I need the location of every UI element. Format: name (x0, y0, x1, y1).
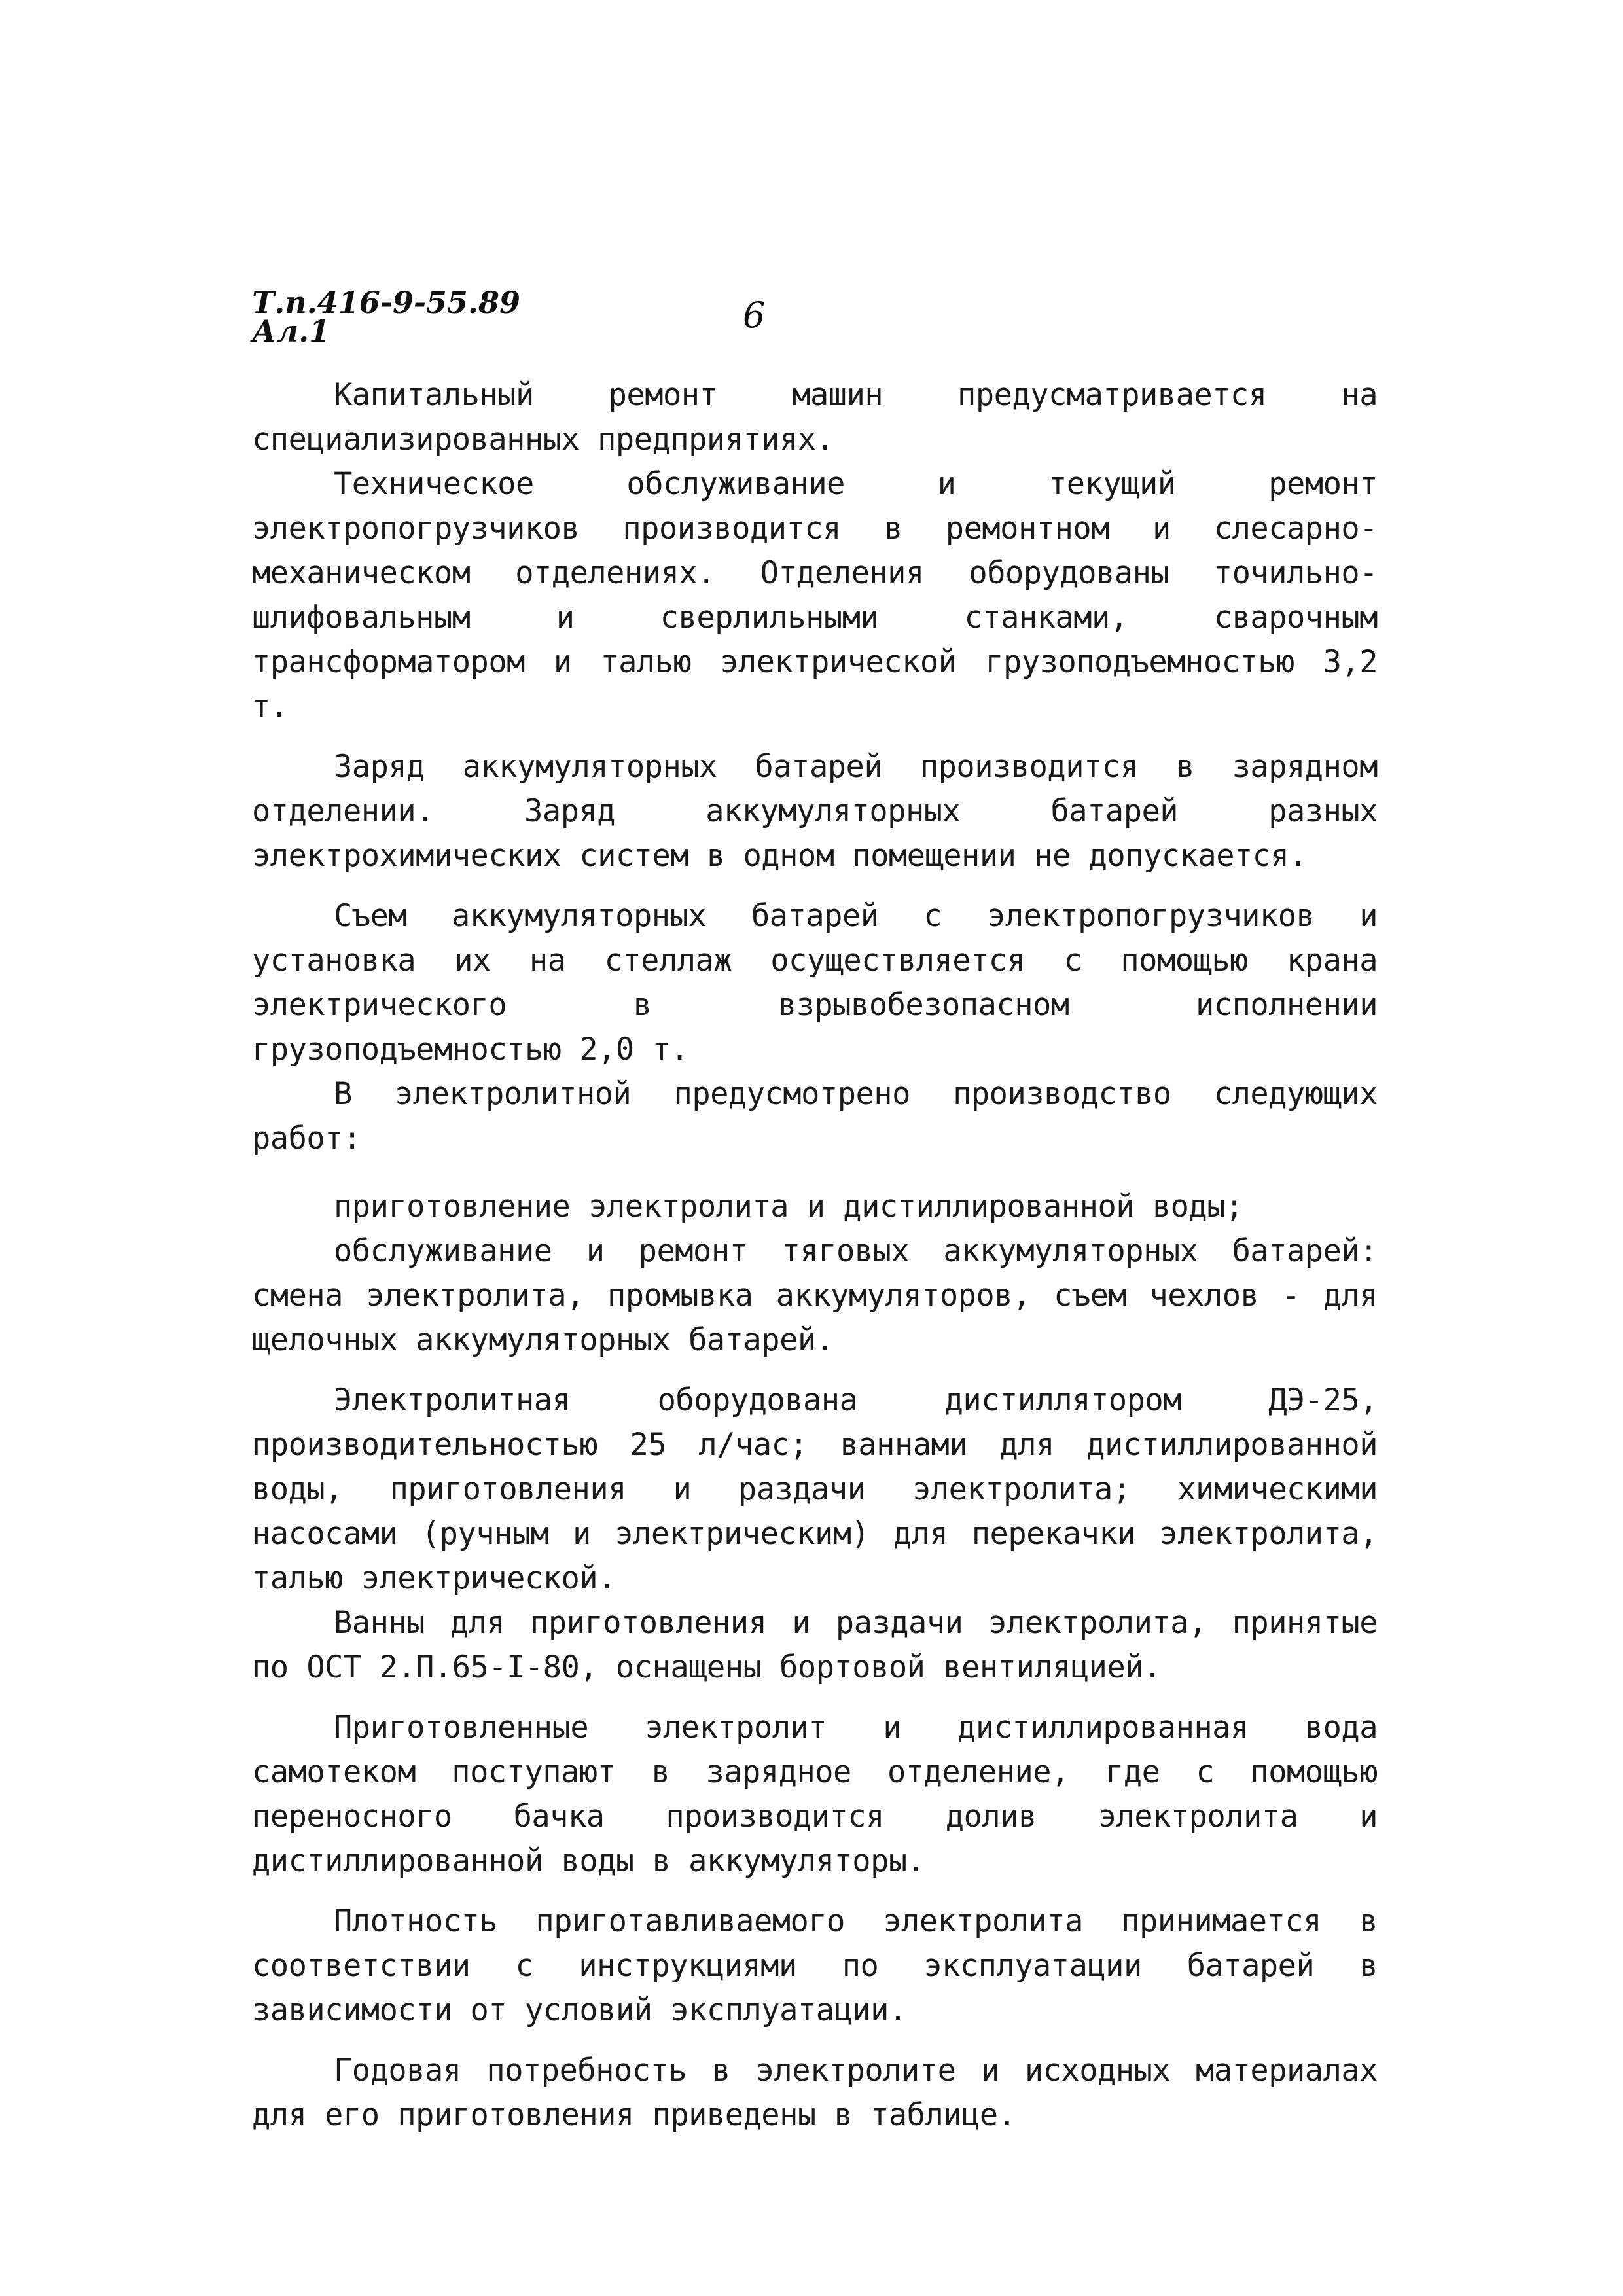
paragraph-charging: Заряд аккумуляторных батарей производится в зарядном отделении. Заряд аккумуляторных батарей разных электрохимических систем в одном помещении не допускается. (252, 749, 1378, 874)
list-item-service: обслуживание и ремонт тяговых аккумуляторных батарей: смена электролита, промывка аккумуляторов, съем чехлов - для щелочных аккумуляторных батарей. (252, 1233, 1378, 1358)
paragraph-baths: Ванны для приготовления и раздачи электролита, принятые по ОСТ 2.П.65-I-80, оснащены бортовой вентиляцией. (252, 1605, 1378, 1685)
paragraph-gravity-feed: Приготовленные электролит и дистиллированная вода самотеком поступают в зарядное отделение, где с помощью переносного бачка производится долив электролита и дистиллированной воды в аккумуляторы. (252, 1710, 1378, 1879)
body-text (252, 373, 1378, 2138)
page-number: 6 (743, 295, 766, 336)
paragraph-electrolyte-works: В электролитной предусмотрено производство следующих работ: (252, 1076, 1378, 1157)
paragraph-maintenance: Техническое обслуживание и текущий ремонт электропогрузчиков производится в ремонтном и слесарно-механическом отделениях. Отделения оборудованы точильно-шлифовальным и сверлильными станками, сварочным трансформатором и талью электрической грузоподъемностью 3,2 т. (252, 466, 1378, 725)
paragraph-capital-repair: Капитальный ремонт машин предусматривается на специализированных предприятиях. (252, 377, 1378, 457)
document-code-line2: Ал.1 (252, 314, 330, 349)
paragraph-battery-removal: Съем аккумуляторных батарей с электропогрузчиков и установка их на стеллаж осуществляется с помощью крана электрического в взрывобезопасном исполнении грузоподъемностью 2,0 т. (252, 898, 1378, 1067)
document-code (252, 285, 520, 349)
paragraph-annual-demand: Годовая потребность в электролите и исходных материалах для его приготовления приведены в таблице. (252, 2053, 1378, 2133)
paragraph-equipment: Электролитная оборудована дистиллятором ДЭ-25, производительностью 25 л/час; ваннами для дистиллированной воды, приготовления и раздачи электролита; химическими насосами (ручным и электрическим) для перекачки электролита, талью электрической. (252, 1382, 1378, 1596)
document-code-line1: Т.п.416-9-55.89 (252, 285, 520, 320)
paragraph-density: Плотность приготавливаемого электролита принимается в соответствии с инструкциями по эксплуатации батарей в зависимости от условий эксплуатации. (252, 1903, 1378, 2028)
list-item-preparation: приготовление электролита и дистиллированной воды; (334, 1189, 1243, 1225)
